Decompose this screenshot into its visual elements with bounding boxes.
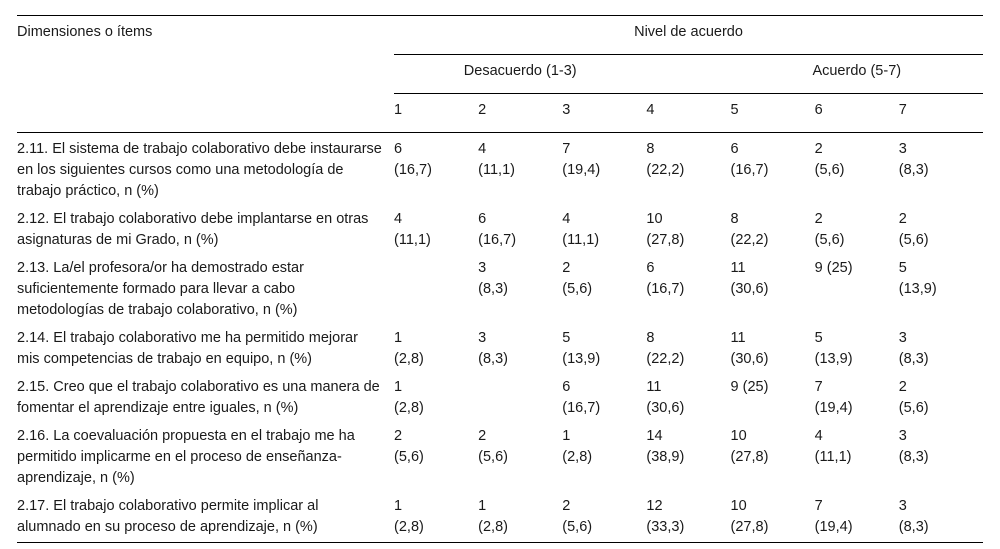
percent-value: (27,8): [646, 232, 685, 248]
count-value: 3: [898, 141, 907, 157]
count-value: 1: [478, 498, 487, 514]
count-value: 6: [730, 141, 739, 157]
table-row: [17, 324, 983, 373]
value-cell: [646, 373, 730, 422]
percent-value: (2,8): [394, 519, 424, 535]
value-cell: [646, 205, 730, 254]
table-row: [17, 205, 983, 254]
count-value: 2: [394, 428, 403, 444]
value-cell: [394, 492, 478, 543]
scale-label: 2: [478, 94, 562, 133]
table-row: [17, 422, 983, 492]
count-value: 3: [898, 498, 907, 514]
value-cell: [899, 133, 983, 206]
scale-label: 1: [394, 94, 478, 133]
percent-value: (27,8): [730, 449, 769, 465]
value-cell: [478, 133, 562, 206]
value-cell: [899, 492, 983, 543]
value-cell: [562, 205, 646, 254]
percent-value: (8,3): [898, 162, 929, 178]
table-row: [17, 373, 983, 422]
percent-value: (11,1): [814, 449, 852, 465]
percent-value: (19,4): [814, 400, 853, 416]
count-value: 3: [478, 330, 487, 346]
percent-value: (16,7): [730, 162, 769, 178]
item-text: 2.15. Creo que el trabajo colaborativo es una manera de fomentar el aprendizaje entre iguales, n (%): [17, 379, 380, 416]
table-row: [17, 492, 983, 543]
percent-value: (11,1): [562, 232, 600, 248]
count-value: 3: [898, 428, 907, 444]
count-value: 4: [814, 428, 823, 444]
percent-value: (38,9): [646, 449, 685, 465]
value-cell: [646, 492, 730, 543]
item-text: 2.12. El trabajo colaborativo debe implantarse en otras asignaturas de mi Grado, n (%): [17, 211, 369, 248]
count-value: 11: [646, 379, 662, 395]
percent-value: (33,3): [646, 519, 685, 535]
count-value: 1: [394, 379, 403, 395]
value-cell: [394, 373, 478, 422]
table-body: [17, 133, 983, 543]
count-value: 1: [394, 330, 403, 346]
value-cell: [562, 324, 646, 373]
percent-value: (5,6): [814, 162, 845, 178]
count-value: 1: [562, 428, 571, 444]
value-cell: [731, 205, 815, 254]
count-value: 5: [898, 260, 907, 276]
table-row: [17, 133, 983, 206]
value-cell: [646, 324, 730, 373]
value-cell: [562, 373, 646, 422]
count-value: 9 (25): [730, 379, 769, 395]
count-value: 4: [562, 211, 571, 227]
percent-value: (13,9): [562, 351, 601, 367]
count-value: 8: [646, 330, 655, 346]
count-value: 12: [646, 498, 663, 514]
item-text: 2.14. El trabajo colaborativo me ha permitido mejorar mis competencias de trabajo en equipo, n (%): [17, 330, 358, 367]
value-cell: [731, 254, 815, 324]
percent-value: (30,6): [730, 281, 769, 297]
value-cell: [394, 324, 478, 373]
value-cell: [815, 422, 899, 492]
scale-label: 6: [815, 94, 899, 133]
item-text: 2.17. El trabajo colaborativo permite implicar al alumnado en su proceso de aprendizaje, n (%): [17, 492, 394, 543]
percent-value: (30,6): [730, 351, 769, 367]
count-value: 6: [394, 141, 403, 157]
value-cell: [646, 422, 730, 492]
count-value: 9 (25): [814, 260, 853, 276]
percent-value: (13,9): [898, 281, 937, 297]
dimensions-header: Dimensiones o ítems: [17, 16, 394, 133]
count-value: 10: [730, 428, 747, 444]
percent-value: (22,2): [646, 351, 685, 367]
count-value: 2: [562, 260, 571, 276]
percent-value: (5,6): [562, 519, 593, 535]
percent-value: (19,4): [562, 162, 601, 178]
scale-label: 7: [899, 94, 983, 133]
value-cell: [815, 254, 899, 324]
percent-value: (2,8): [562, 449, 593, 465]
count-value: 10: [646, 211, 663, 227]
count-value: 10: [730, 498, 747, 514]
count-value: 5: [814, 330, 823, 346]
percent-value: (8,3): [478, 281, 508, 297]
value-cell: [562, 422, 646, 492]
value-cell: [562, 492, 646, 543]
percent-value: (13,9): [814, 351, 853, 367]
percent-value: (16,7): [478, 232, 517, 248]
value-cell: [478, 422, 562, 492]
value-cell: [394, 133, 478, 206]
count-value: 1: [394, 498, 403, 514]
count-value: 14: [646, 428, 663, 444]
percent-value: (19,4): [814, 519, 853, 535]
table-row: [17, 254, 983, 324]
percent-value: (22,2): [646, 162, 685, 178]
value-cell: [646, 254, 730, 324]
value-cell: [394, 254, 478, 324]
percent-value: (8,3): [898, 519, 929, 535]
agree-header: Acuerdo (5-7): [731, 55, 983, 94]
percent-value: (5,6): [814, 232, 845, 248]
percent-value: (2,8): [394, 400, 424, 416]
value-cell: [394, 422, 478, 492]
count-value: 6: [646, 260, 655, 276]
count-value: 2: [898, 211, 907, 227]
count-value: 6: [562, 379, 571, 395]
value-cell: [731, 492, 815, 543]
count-value: 11: [730, 330, 746, 346]
value-cell: [478, 205, 562, 254]
scale-label: 3: [562, 94, 646, 133]
count-value: 8: [730, 211, 739, 227]
count-value: 7: [562, 141, 571, 157]
value-cell: [478, 254, 562, 324]
count-value: 7: [814, 379, 823, 395]
value-cell: [815, 373, 899, 422]
value-cell: [899, 373, 983, 422]
value-cell: [731, 422, 815, 492]
count-value: 2: [562, 498, 571, 514]
percent-value: (2,8): [394, 351, 424, 367]
percent-value: (2,8): [478, 519, 508, 535]
value-cell: [899, 422, 983, 492]
agreement-table: [17, 15, 983, 543]
percent-value: (5,6): [562, 281, 593, 297]
count-value: 5: [562, 330, 571, 346]
value-cell: [815, 205, 899, 254]
value-cell: [899, 254, 983, 324]
count-value: 6: [478, 211, 487, 227]
percent-value: (16,7): [646, 281, 685, 297]
item-text: 2.13. La/el profesora/or ha demostrado estar suficientemente formado para llevar a cabo metodologías de trabajo colaborativo, n (%): [17, 260, 304, 318]
value-cell: [562, 133, 646, 206]
percent-value: (5,6): [898, 232, 929, 248]
percent-value: (30,6): [646, 400, 685, 416]
item-text: 2.11. El sistema de trabajo colaborativo debe instaurarse en los siguientes cursos como una metodología de trabajo práctico, n (%): [17, 141, 382, 199]
count-value: 2: [814, 211, 823, 227]
scale-label: 4: [646, 94, 730, 133]
value-cell: [899, 324, 983, 373]
value-cell: [478, 373, 562, 422]
value-cell: [394, 205, 478, 254]
value-cell: [478, 492, 562, 543]
count-value: 2: [898, 379, 907, 395]
percent-value: (22,2): [730, 232, 769, 248]
percent-value: (16,7): [562, 400, 601, 416]
count-value: 4: [394, 211, 403, 227]
percent-value: (11,1): [478, 162, 515, 178]
value-cell: [478, 324, 562, 373]
count-value: 8: [646, 141, 655, 157]
value-cell: [815, 492, 899, 543]
value-cell: [646, 133, 730, 206]
value-cell: [815, 324, 899, 373]
value-cell: [731, 133, 815, 206]
disagree-header: Desacuerdo (1-3): [394, 55, 646, 94]
percent-value: (8,3): [898, 449, 929, 465]
value-cell: [899, 205, 983, 254]
count-value: 4: [478, 141, 487, 157]
agreement-level-header: Nivel de acuerdo: [394, 16, 983, 55]
count-value: 7: [814, 498, 823, 514]
count-value: 3: [478, 260, 487, 276]
percent-value: (16,7): [394, 162, 432, 178]
count-value: 3: [898, 330, 907, 346]
percent-value: (5,6): [478, 449, 508, 465]
value-cell: [815, 133, 899, 206]
percent-value: (8,3): [478, 351, 508, 367]
percent-value: (5,6): [394, 449, 424, 465]
value-cell: [562, 254, 646, 324]
scale-label: 5: [731, 94, 815, 133]
percent-value: (8,3): [898, 351, 929, 367]
value-cell: [731, 324, 815, 373]
count-value: 2: [478, 428, 487, 444]
percent-value: (5,6): [898, 400, 929, 416]
count-value: 2: [814, 141, 823, 157]
count-value: 11: [730, 260, 746, 276]
item-text: 2.16. La coevaluación propuesta en el trabajo me ha permitido implicarme en el proceso de enseñanza-aprendizaje, n (%): [17, 428, 355, 486]
value-cell: [731, 373, 815, 422]
percent-value: (11,1): [394, 232, 431, 248]
percent-value: (27,8): [730, 519, 769, 535]
